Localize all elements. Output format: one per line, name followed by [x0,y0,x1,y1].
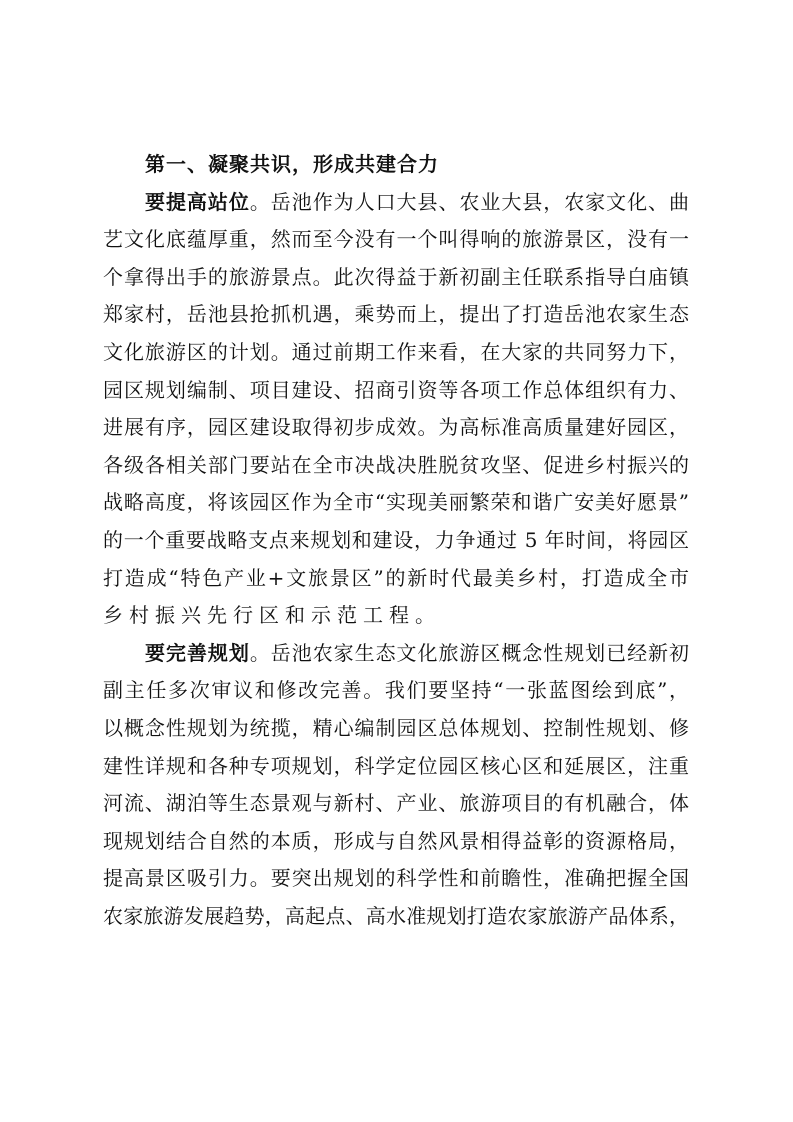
paragraph-line: 以概念性规划为统揽，精心编制园区总体规划、控制性规划、修 [103,715,689,740]
paragraph-line: 乡村振兴先行区和示范工程。 [103,603,441,628]
paragraph-improve-planning [103,635,689,936]
paragraph-line: 农家旅游发展趋势，高起点、高水准规划打造农家旅游产品体系， [103,903,689,928]
paragraph-line: 进展有序，园区建设取得初步成效。为高标准高质量建好园区， [103,415,689,440]
paragraph-lead: 要提高站位 [145,189,250,214]
paragraph-line: 文化旅游区的计划。通过前期工作来看，在大家的共同努力下， [103,339,689,364]
paragraph-line: 现规划结合自然的本质，形成与自然风景相得益彰的资源格局， [103,828,689,853]
paragraph-line: 个拿得出手的旅游景点。此次得益于新初副主任联系指导白庙镇 [103,264,689,289]
section-heading: 第一、凝聚共识，形成共建合力 [145,152,439,176]
paragraph-line: 园区规划编制、项目建设、招商引资等各项工作总体组织有力、 [103,377,689,402]
paragraph-line: 郑家村，岳池县抢抓机遇，乘势而上，提出了打造岳池农家生态 [103,302,689,327]
document-page [103,146,689,935]
paragraph-line: 打造成“特色产业+文旅景区”的新时代最美乡村，打造成全市 [103,565,689,590]
paragraph-lead: 要完善规划 [145,640,250,665]
paragraph-line: 提高景区吸引力。要突出规划的科学性和前瞻性，准确把握全国 [103,866,689,891]
paragraph-line: 副主任多次审议和修改完善。我们要坚持“一张蓝图绘到底”， [103,678,689,703]
paragraph-line: 要提高站位。岳池作为人口大县、农业大县，农家文化、曲 [145,189,690,214]
paragraph-line: 建性详规和各种专项规划，科学定位园区核心区和延展区，注重 [103,753,689,778]
paragraph-line: 艺文化底蕴厚重，然而至今没有一个叫得响的旅游景区，没有一 [103,227,689,252]
paragraph-line: 要完善规划。岳池农家生态文化旅游区概念性规划已经新初 [145,640,690,665]
paragraph-line: 河流、湖泊等生态景观与新村、产业、旅游项目的有机融合，体 [103,791,689,816]
paragraph-line: 各级各相关部门要站在全市决战决胜脱贫攻坚、促进乡村振兴的 [103,452,689,477]
paragraph-line: 的一个重要战略支点来规划和建设，力争通过 5 年时间，将园区 [103,527,689,552]
paragraph-line: 战略高度，将该园区作为全市“实现美丽繁荣和谐广安美好愿景” [103,490,689,515]
paragraph-raise-standpoint [103,184,689,635]
